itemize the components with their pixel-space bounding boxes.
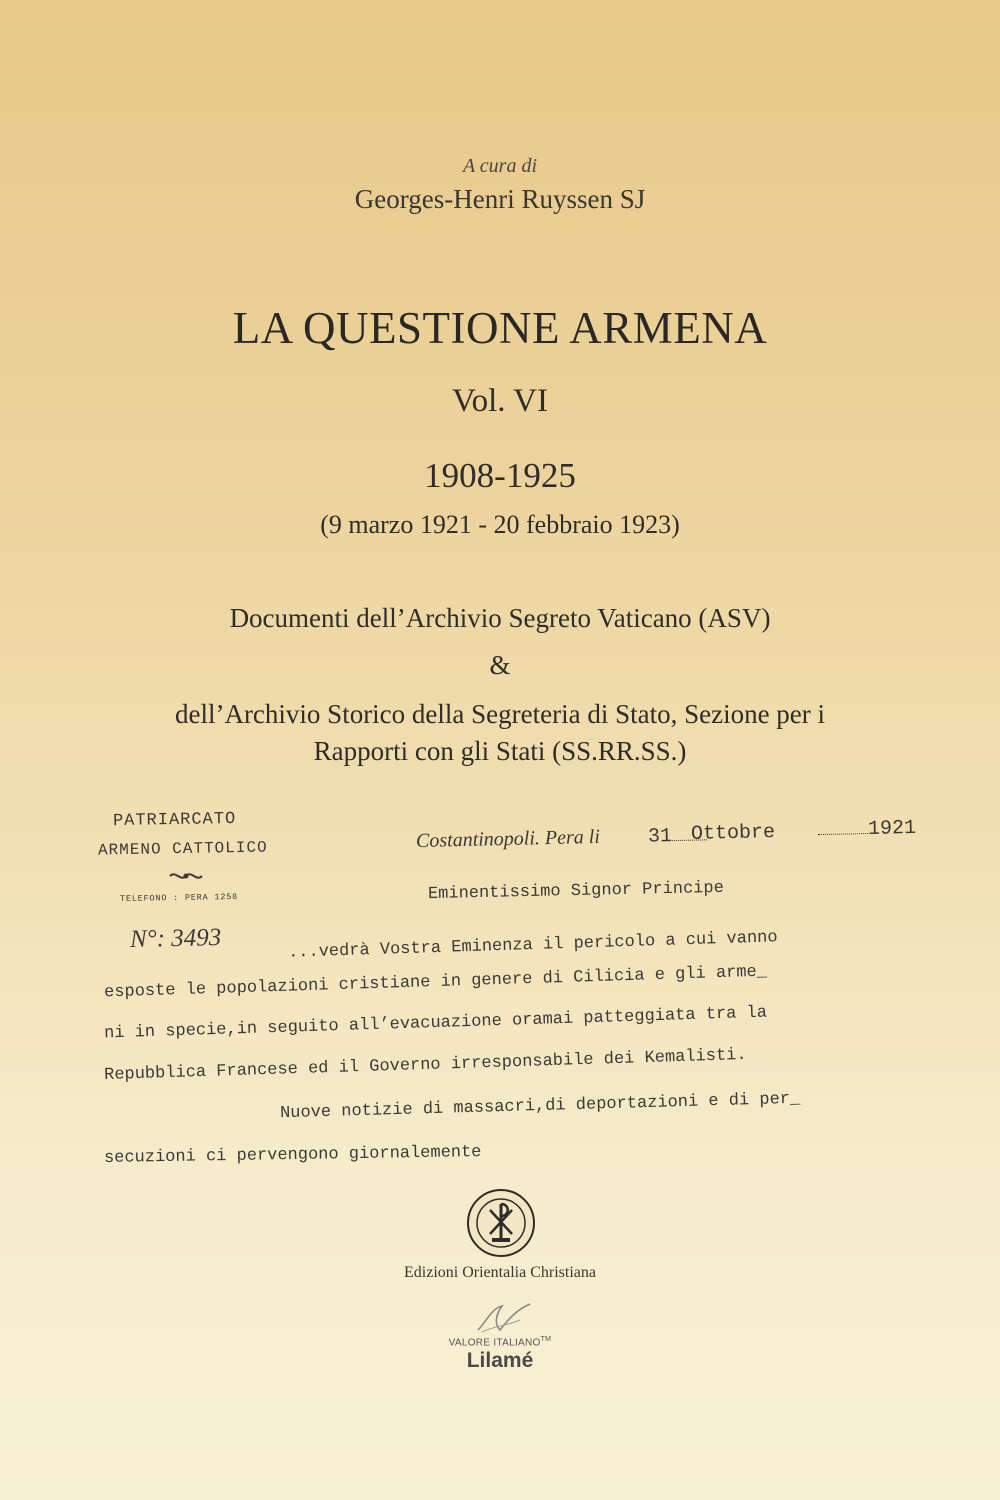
letter-line: esposte le popolazioni cristiane in genere di Cilicia e gli arme_ — [103, 962, 768, 1003]
letter-month: Ottobre — [690, 821, 776, 846]
source-line-1: Documenti dell’Archivio Segreto Vaticano (ASV) — [229, 603, 771, 633]
letter-line: ...vedrà Vostra Eminenza il pericolo a cui vanno — [287, 928, 778, 963]
stamp-armeno-cattolico: ARMENO CATTOLICO — [97, 838, 268, 860]
curator-intro: A cura di — [462, 155, 538, 177]
letter-line: ni in specie,in seguito all’evacuazione oramai patteggiata tra la — [103, 1003, 768, 1044]
curator-name: Georges-Henri Ruyssen SJ — [354, 184, 646, 214]
chi-rho-seal-icon — [466, 1188, 536, 1258]
stamp-ornament-icon — [168, 868, 204, 884]
book-title: LA QUESTIONE ARMENA — [232, 303, 768, 353]
date-range: (9 marzo 1921 - 20 febbraio 1923) — [320, 510, 680, 539]
letter-place: Costantinopoli. Pera li — [415, 825, 601, 853]
trademark-mark: TM — [540, 1336, 552, 1343]
dotted-rule — [818, 833, 868, 835]
letter-line: Nuove notizie di massacri,di deportazioni e di per_ — [279, 1089, 801, 1124]
year-range: 1908-1925 — [424, 456, 576, 495]
valore-italiano-logo-icon — [472, 1300, 536, 1334]
brand-label — [0, 1336, 1000, 1348]
letter-line: Repubblica Francese ed il Governo irresponsabile dei Kemalisti. — [103, 1045, 747, 1086]
letter-salutation: Eminentissimo Signor Principe — [427, 878, 725, 905]
stamp-phone: TELEFONO : PERA 1258 — [119, 891, 239, 905]
imprint-name: Lilamé — [466, 1349, 534, 1372]
volume-number: Vol. VI — [452, 383, 548, 419]
letter-day-text: 31 — [647, 825, 673, 849]
publisher-name: Edizioni Orientalia Christiana — [404, 1264, 596, 1281]
source-line-2: dell’Archivio Storico della Segreteria di Stato, Sezione per i — [174, 699, 826, 729]
stamp-patriarcato: PATRIARCATO — [112, 809, 237, 832]
letter-year-text: 1921 — [867, 816, 917, 841]
letter-year — [818, 817, 917, 842]
letter-line: secuzioni ci pervengono giornalemente — [103, 1143, 482, 1168]
brand-label-text: VALORE ITALIANO — [448, 1337, 541, 1349]
source-line-3: Rapporti con gli Stati (SS.RR.SS.) — [313, 736, 687, 766]
protocol-number: N°: 3493 — [129, 924, 222, 953]
source-ampersand: & — [489, 650, 511, 680]
